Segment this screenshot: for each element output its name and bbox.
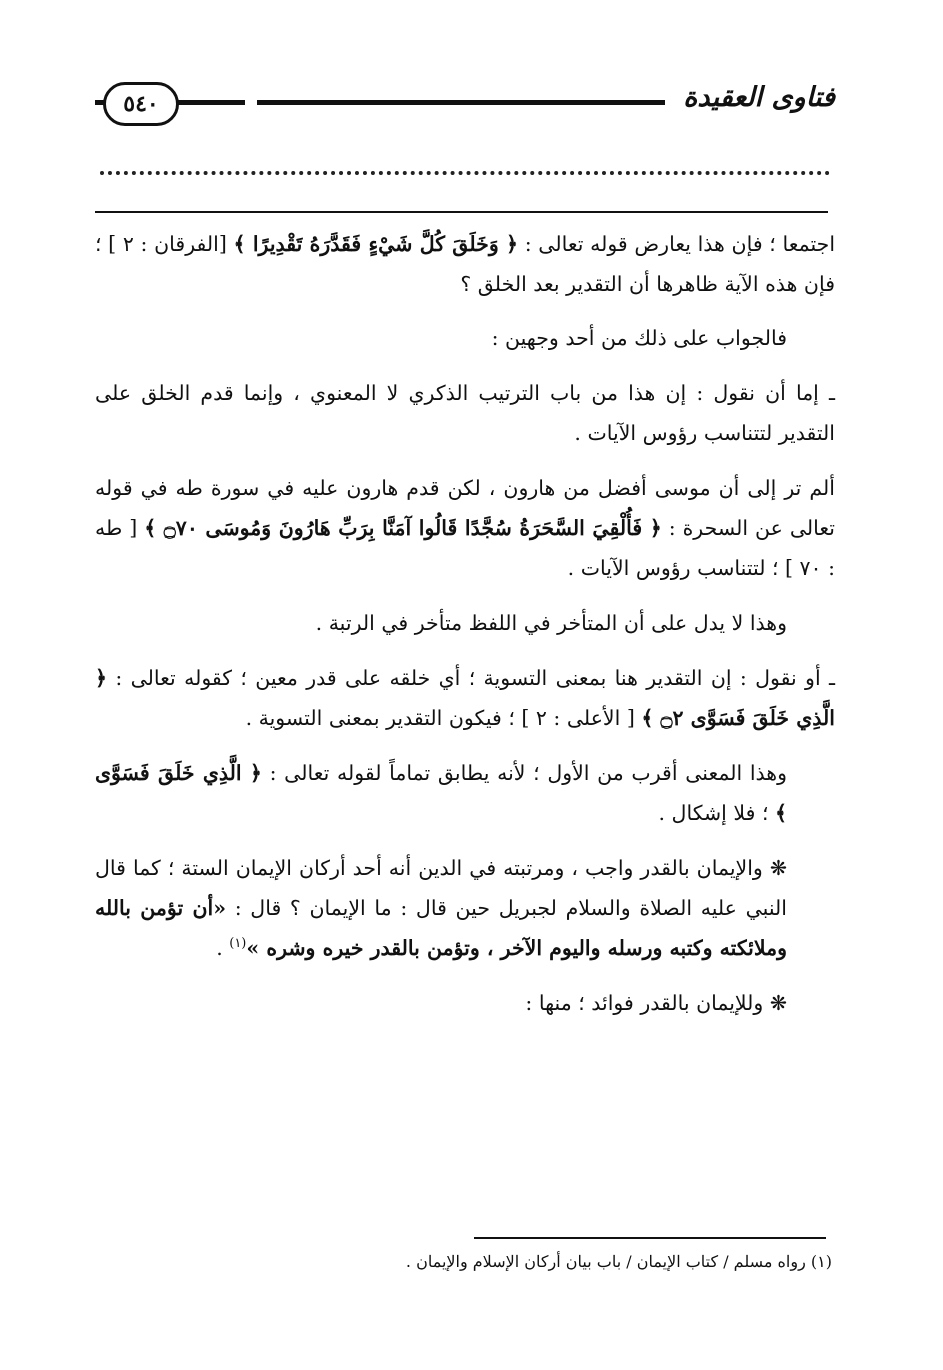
paragraph-text: ـ إما أن نقول : إن هذا من باب الترتيب الذكري لا المعنوي ، وإنما قدم الخلق على التقدير لتتناسب رؤوس الآيات . <box>95 381 835 445</box>
paragraph-text: اجتمعا ؛ فإن هذا يعارض قوله تعالى : <box>518 232 836 256</box>
paragraph-text: . <box>216 936 230 960</box>
quran-verse: ﴿ وَخَلَقَ كُلَّ شَيْءٍ فَقَدَّرَهُ تَقْدِيرًا ﴾ <box>233 232 519 256</box>
paragraph-text: ❋ وللإيمان بالقدر فوائد ؛ منها : <box>525 991 787 1015</box>
paragraph <box>95 224 835 304</box>
paragraph-text: وهذا المعنى أقرب من الأول ؛ لأنه يطابق تماماً لقوله تعالى : <box>261 761 788 785</box>
paragraph-text: ؛ فلا إشكال . <box>658 801 775 825</box>
header-rule <box>257 100 665 105</box>
paragraph-text: ❋ والإيمان بالقدر واجب ، ومرتبته في الدين أنه أحد أركان الإيمان الستة ؛ كما قال النبي عليه الصلاة والسلام لجبريل حين قال : ما الإيمان ؟ قال : <box>95 856 787 920</box>
paragraph-text: وهذا لا يدل على أن المتأخر في اللفظ متأخر في الرتبة . <box>315 611 787 635</box>
quran-verse: ﴿ فَأُلْقِيَ السَّحَرَةُ سُجَّدًا قَالُوا آمَنَّا بِرَبِّ هَارُونَ وَمُوسَى ۝٧٠ ﴾ <box>144 516 662 540</box>
page-number: ٥٤٠ <box>103 82 179 126</box>
paragraph-text: ـ أو نقول : إن التقدير هنا بمعنى التسوية ؛ أي خلقه على قدر معين ؛ كقوله تعالى : <box>107 666 835 690</box>
quran-verse: ﴿ الَّذِي خَلَقَ فَسَوَّى ﴾ <box>95 761 787 825</box>
paragraph <box>95 983 835 1023</box>
paragraph-text: [ الأعلى : ٢ ] ؛ فيكون التقدير بمعنى التسوية . <box>245 706 642 730</box>
paragraph <box>95 468 835 588</box>
body-text <box>95 224 835 1038</box>
quran-verse: ﴿ الَّذِي خَلَقَ فَسَوَّى ۝٢ ﴾ <box>95 666 835 730</box>
footnote: (١) رواه مسلم / كتاب الإيمان / باب بيان أركان الإسلام والإيمان . <box>405 1252 832 1271</box>
paragraph <box>95 848 835 968</box>
paragraph <box>95 603 835 643</box>
paragraph-text: [الفرقان : ٢ ] ؛ فإن هذه الآية ظاهرها أن التقدير بعد الخلق ؟ <box>95 232 835 296</box>
footnote-reference: (١) <box>229 936 247 952</box>
paragraph <box>95 373 835 453</box>
running-title: فتاوى العقيدة <box>683 82 835 113</box>
paragraph-text: فالجواب على ذلك من أحد وجهين : <box>491 326 787 350</box>
dotted-divider <box>100 171 830 175</box>
paragraph <box>95 753 835 833</box>
text-top-rule <box>95 211 828 213</box>
page-header <box>95 78 835 126</box>
paragraph-text: [ طه : ٧٠ ] ؛ لتتناسب رؤوس الآيات . <box>95 516 835 580</box>
paragraph <box>95 318 835 358</box>
footnote-rule <box>474 1237 826 1239</box>
paragraph <box>95 658 835 738</box>
paragraph-text: ألم تر إلى أن موسى أفضل من هارون ، لكن قدم هارون عليه في سورة طه في قوله تعالى عن السحرة : <box>95 476 835 540</box>
hadith-quote: «أن تؤمن بالله وملائكته وكتبه ورسله واليوم الآخر ، وتؤمن بالقدر خيره وشره » <box>95 896 787 960</box>
